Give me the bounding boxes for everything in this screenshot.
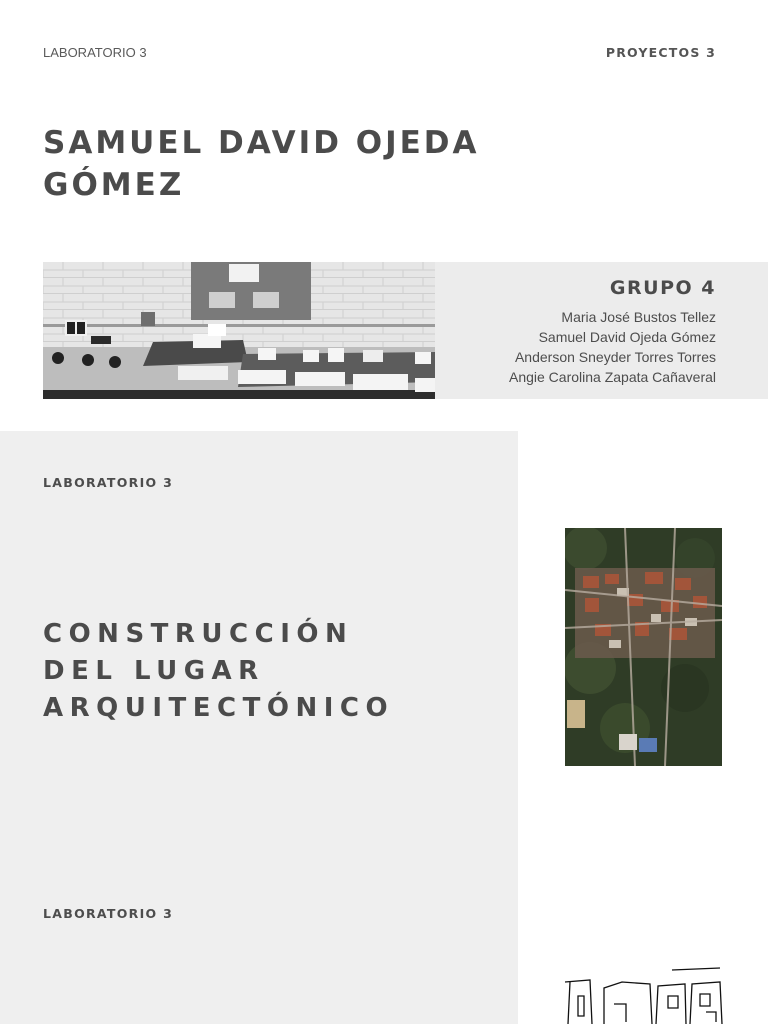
section-label-bottom: LABORATORIO 3 — [43, 906, 174, 921]
section-title-line-1: CONSTRUCCIÓN — [43, 619, 354, 649]
section-title — [43, 616, 513, 727]
sketch-graphic — [560, 966, 725, 1024]
aerial-satellite-view — [565, 528, 722, 766]
member-item: Samuel David Ojeda Gómez — [538, 329, 716, 345]
member-item: Angie Carolina Zapata Cañaveral — [508, 369, 716, 385]
header-right-label: PROYECTOS 3 — [605, 45, 716, 60]
group-title: GRUPO 4 — [609, 277, 716, 299]
student-name-line-1: SAMUEL DAVID OJEDA — [43, 125, 480, 161]
section-label-top: LABORATORIO 3 — [43, 475, 174, 490]
student-name-line-2: GÓMEZ — [43, 167, 185, 203]
header-left-label: LABORATORIO 3 — [43, 45, 147, 60]
section-title-line-2: DEL LUGAR — [43, 656, 265, 686]
student-name — [43, 122, 543, 206]
section-title-line-3: ARQUITECTÓNICO — [43, 693, 395, 723]
group-members-list — [509, 307, 716, 387]
aerial-graphic — [565, 528, 722, 766]
architectural-models-photo — [43, 262, 435, 399]
site-plan-sketch — [560, 966, 725, 1024]
member-item: Maria José Bustos Tellez — [561, 309, 716, 325]
member-item: Anderson Sneyder Torres Torres — [514, 349, 716, 365]
section-panel — [0, 431, 518, 1024]
models-photo-graphic — [43, 262, 435, 399]
